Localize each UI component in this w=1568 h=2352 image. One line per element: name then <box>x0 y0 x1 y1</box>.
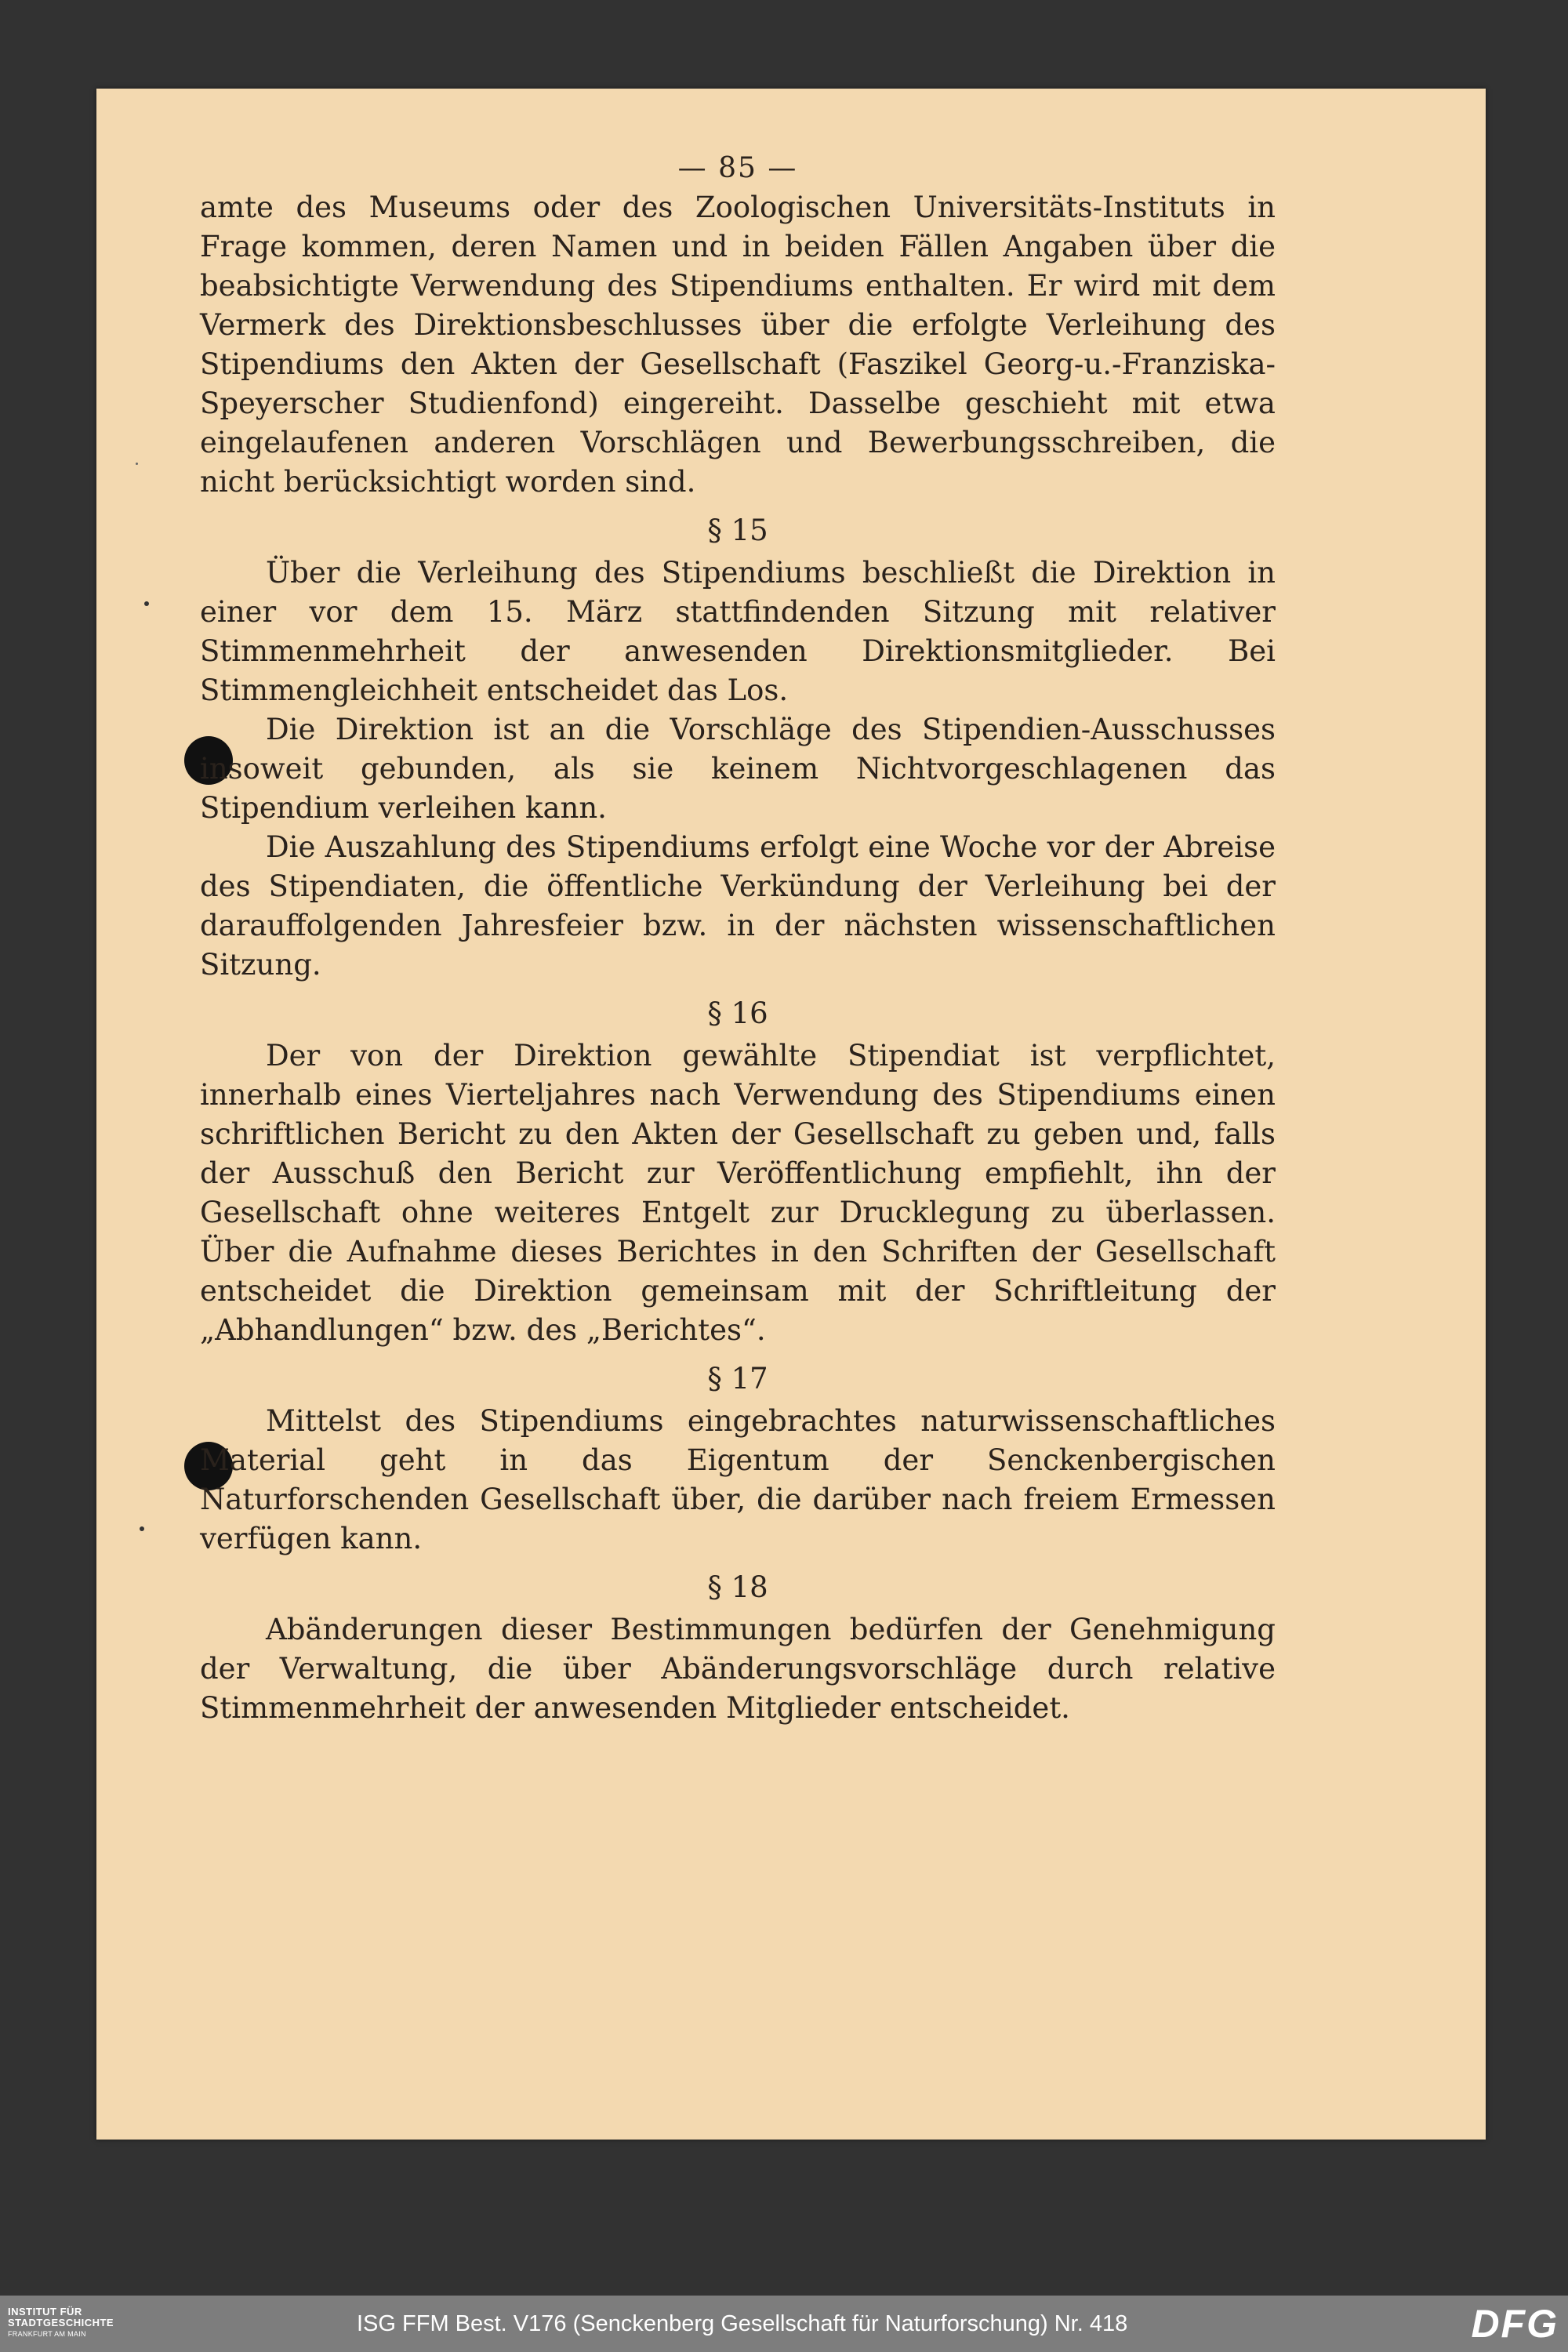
section-15-paragraph-1: Über die Verleihung des Stipendiums beschließt die Direktion in einer vor dem 15. März stattfindenden Sitzung mit relativer Stimmenmehrheit der anwesenden Direktionsmitglieder. Bei Stimmengleichheit entscheidet das Los. <box>200 556 1276 707</box>
page-text <box>200 149 1276 1728</box>
section-15-paragraph-3: Die Auszahlung des Stipendiums erfolgt eine Woche vor der Abreise des Stipendiaten, die öffentliche Verkündung der Verleihung bei der darauffolgenden Jahresfeier bzw. in der nächsten wissenschaftlichen Sitzung. <box>200 830 1276 982</box>
archive-caption: ISG FFM Best. V176 (Senckenberg Gesellschaft für Naturforschung) Nr. 418 <box>357 2311 1128 2336</box>
institute-location: FRANKFURT AM MAIN <box>8 2330 86 2338</box>
section-heading-17: § 17 <box>707 1362 768 1396</box>
dfg-logo: DFG <box>1471 2302 1559 2346</box>
section-15-paragraph-2: Die Direktion ist an die Vorschläge des Stipendien-Ausschusses insoweit gebunden, als sie keinem Nichtvorgeschlagenen das Stipendium verleihen kann. <box>200 713 1276 825</box>
section-17-paragraph-1: Mittelst des Stipendiums eingebrachtes naturwissenschaftliches Material geht in das Eigentum der Senckenbergischen Naturforschenden Gesellschaft über, die darüber nach freiem Ermessen verfügen kann. <box>200 1404 1276 1555</box>
section-heading-16: § 16 <box>707 996 768 1030</box>
section-heading-18: § 18 <box>707 1570 768 1604</box>
ink-speck <box>144 601 149 606</box>
ink-speck <box>140 1526 144 1531</box>
section-16-paragraph-1: Der von der Direktion gewählte Stipendiat ist verpflichtet, innerhalb eines Vierteljahres nach Verwendung des Stipendiums einen schriftlichen Bericht zu den Akten der Gesellschaft zu geben und, falls der Ausschuß den Bericht zur Veröffentlichung empfiehlt, ihn der Gesellschaft ohne weiteres Entgelt zur Drucklegung zu überlassen. Über die Aufnahme dieses Berichtes in den Schriften der Gesellschaft entscheidet die Direktion gemeinsam mit der Schriftleitung der „Abhandlungen“ bzw. des „Berichtes“. <box>200 1039 1276 1347</box>
ink-speck <box>136 463 138 465</box>
page-number: — 85 — <box>677 152 798 184</box>
intro-paragraph: amte des Museums oder des Zoologischen Universitäts-Instituts in Frage kommen, deren Namen und in beiden Fällen Angaben über die beabsichtigte Verwendung des Stipendiums enthalten. Er wird mit dem Vermerk des Direktionsbeschlusses über die erfolgte Verleihung des Stipendiums den Akten der Gesellschaft (Faszikel Georg-u.-Franziska-Speyerscher Studienfond) eingereiht. Dasselbe geschieht mit etwa eingelaufenen anderen Vorschlägen und Bewerbungsschreiben, die nicht berücksichtigt worden sind. <box>200 191 1276 499</box>
archive-footer-bar <box>0 2296 1568 2352</box>
section-18-paragraph-1: Abänderungen dieser Bestimmungen bedürfen der Genehmigung der Verwaltung, die über Abänderungsvorschläge durch relative Stimmenmehrheit der anwesenden Mitglieder entscheidet. <box>200 1613 1276 1725</box>
section-heading-15: § 15 <box>707 514 768 547</box>
institute-name-line-1: INSTITUT FÜR <box>8 2306 82 2318</box>
institute-logo <box>8 2307 114 2339</box>
institute-name-line-2: STADTGESCHICHTE <box>8 2317 114 2328</box>
